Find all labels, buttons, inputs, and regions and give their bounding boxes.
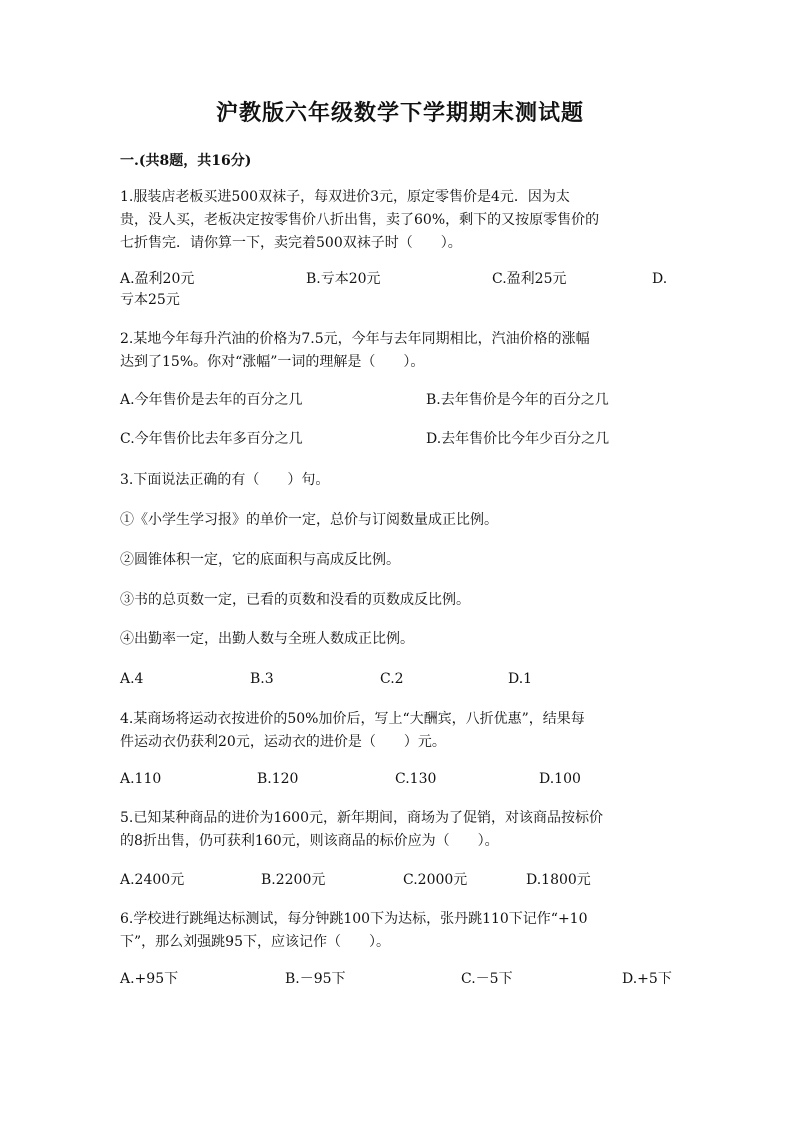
option-b[interactable]: B.－95下 bbox=[285, 971, 346, 987]
question-line: 的8折出售，仍可获利160元，则该商品的标价应为（ ）。 bbox=[120, 833, 499, 849]
statement-text: ①《小学生学习报》的单价一定，总价与订阅数量成正比例。 bbox=[120, 512, 498, 528]
question-6-options bbox=[120, 968, 686, 990]
option-d[interactable]: D.1800元 bbox=[526, 872, 591, 888]
question-line: 达到了15%。你对“涨幅”一词的理解是（ ）。 bbox=[120, 354, 425, 370]
question-line: 下”，那么刘强跳95下，应该记作（ ）。 bbox=[120, 934, 390, 950]
section-heading: 一.(共8题，共16分) bbox=[120, 153, 252, 169]
option-a[interactable]: A.盈利20元 bbox=[120, 271, 195, 287]
question-line: 3.下面说法正确的有（ ）句。 bbox=[120, 472, 330, 488]
option-d[interactable]: D.100 bbox=[539, 771, 581, 787]
option-d[interactable]: D.去年售价比今年少百分之几 bbox=[426, 431, 610, 447]
option-c[interactable]: C.130 bbox=[395, 771, 437, 787]
question-1-option-d-continued bbox=[120, 289, 686, 311]
option-b[interactable]: B.2200元 bbox=[261, 872, 326, 888]
question-line: 5.已知某种商品的进价为1600元，新年期间，商场为了促销，对该商品按标价 bbox=[120, 810, 603, 826]
question-6-text bbox=[120, 908, 686, 954]
option-a[interactable]: A.+95下 bbox=[120, 971, 179, 987]
option-c[interactable]: C.－5下 bbox=[461, 971, 513, 987]
question-line: 件运动衣仍获利20元，运动衣的进价是（ ）元。 bbox=[120, 734, 446, 750]
option-a[interactable]: A.2400元 bbox=[120, 872, 185, 888]
question-line: 七折售完．请你算一下，卖完着500双袜子时（ ）。 bbox=[120, 235, 462, 251]
option-d[interactable]: D.+5下 bbox=[622, 971, 672, 987]
option-a[interactable]: A.4 bbox=[120, 671, 144, 687]
option-b[interactable]: B.120 bbox=[257, 771, 299, 787]
page-title: 沪教版六年级数学下学期期末测试题 bbox=[215, 100, 584, 126]
question-line: 1.服装店老板买进500双袜子，每双进价3元，原定零售价是4元．因为太 bbox=[120, 189, 570, 205]
question-2-options-row1 bbox=[120, 389, 686, 411]
statement-2 bbox=[120, 549, 686, 571]
option-d[interactable]: D.1 bbox=[508, 671, 533, 687]
option-c[interactable]: C.2000元 bbox=[403, 872, 468, 888]
option-b[interactable]: B.亏本20元 bbox=[306, 271, 381, 287]
question-1-text bbox=[120, 186, 686, 255]
option-a[interactable]: A.今年售价是去年的百分之几 bbox=[120, 392, 303, 408]
question-2-text bbox=[120, 328, 686, 374]
question-line: 4.某商场将运动衣按进价的50%加价后，写上“大酬宾，八折优惠”，结果每 bbox=[120, 711, 585, 727]
statement-text: ④出勤率一定，出勤人数与全班人数成正比例。 bbox=[120, 631, 414, 647]
question-line: 贵，没人买，老板决定按零售价八折出售，卖了60%，剩下的又按原零售价的 bbox=[120, 212, 600, 228]
question-5-text bbox=[120, 807, 686, 853]
statement-3 bbox=[120, 589, 686, 611]
option-b[interactable]: B.去年售价是今年的百分之几 bbox=[426, 392, 609, 408]
statement-text: ②圆锥体积一定，它的底面积与高成反比例。 bbox=[120, 552, 400, 568]
question-4-options bbox=[120, 768, 686, 790]
question-line: 2.某地今年每升汽油的价格为7.5元，今年与去年同期相比，汽油价格的涨幅 bbox=[120, 331, 590, 347]
question-1-options bbox=[120, 268, 686, 290]
option-c[interactable]: C.2 bbox=[380, 671, 404, 687]
option-c[interactable]: C.今年售价比去年多百分之几 bbox=[120, 431, 303, 447]
question-3-options bbox=[120, 668, 686, 690]
question-2-options-row2 bbox=[120, 428, 686, 450]
option-c[interactable]: C.盈利25元 bbox=[492, 271, 567, 287]
question-3-text bbox=[120, 469, 686, 491]
option-b[interactable]: B.3 bbox=[250, 671, 274, 687]
option-a[interactable]: A.110 bbox=[120, 771, 162, 787]
statement-text: ③书的总页数一定，已看的页数和没看的页数成反比例。 bbox=[120, 592, 470, 608]
question-line: 6.学校进行跳绳达标测试，每分钟跳100下为达标，张丹跳110下记作“+10 bbox=[120, 911, 588, 927]
statement-1 bbox=[120, 509, 686, 531]
option-d-text[interactable]: 亏本25元 bbox=[120, 292, 180, 308]
statement-4 bbox=[120, 628, 686, 650]
question-4-text bbox=[120, 708, 686, 754]
question-5-options bbox=[120, 869, 686, 891]
option-d[interactable]: D. bbox=[652, 271, 668, 287]
